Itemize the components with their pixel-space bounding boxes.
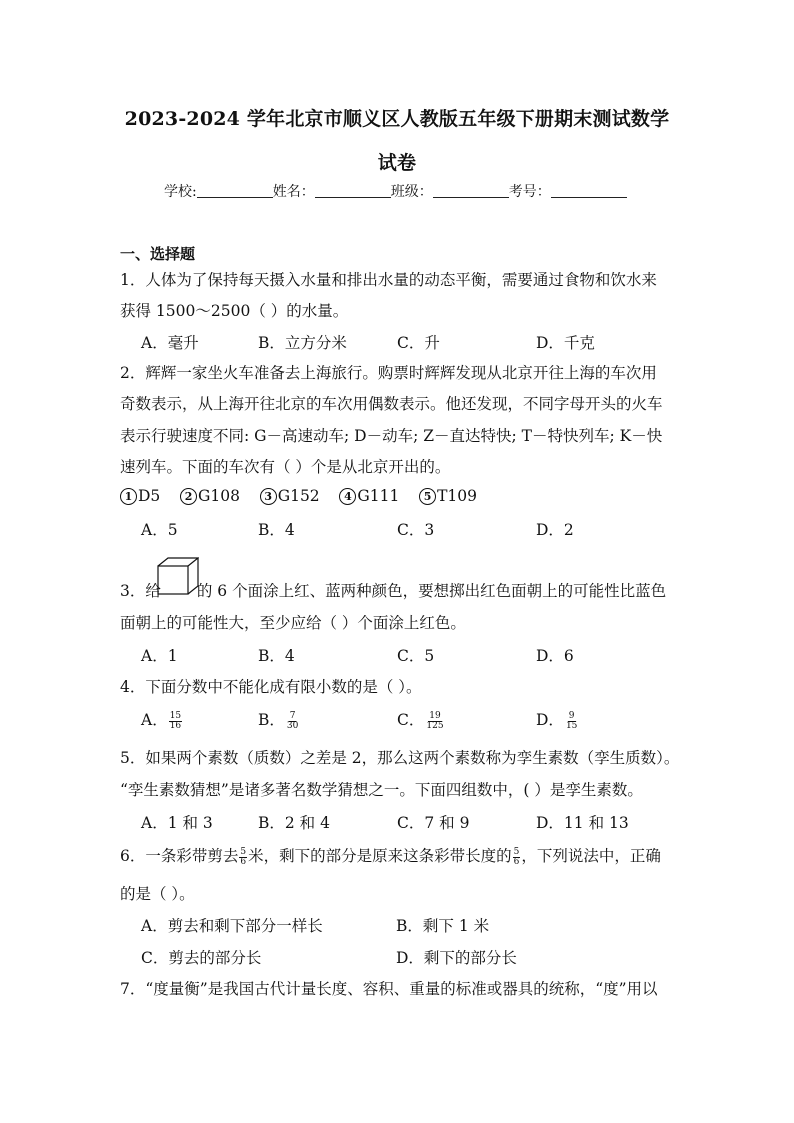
- q4-option-d[interactable]: D． $\frac{9}{15}$: [536, 710, 578, 731]
- q2-option-d[interactable]: D．2: [536, 521, 574, 539]
- q3-line2: 面朝上的可能性大，至少应给（ ）个面涂上红色。: [120, 614, 466, 632]
- fraction: $\frac{19}{125}$: [426, 710, 444, 731]
- q5-option-a[interactable]: A．1 和 3: [141, 814, 213, 832]
- q6-line2: 的是（ ）。: [120, 885, 195, 903]
- class-label: 班级：: [390, 184, 433, 200]
- q3-line1: 3．给 的 6 个面涂上红、蓝两种颜色，要想掷出红色面朝上的可能性比蓝色: [120, 582, 667, 600]
- q2-option-c[interactable]: C．3: [397, 521, 435, 539]
- q6-option-d[interactable]: D．剩下的部分长: [396, 949, 517, 967]
- fraction: $\frac{5}{6}$: [240, 846, 247, 867]
- q4-option-b[interactable]: B． $\frac{7}{30}$: [258, 710, 299, 731]
- train-item: 1 D5: [120, 487, 160, 505]
- fraction: $\frac{15}{16}$: [169, 710, 182, 731]
- q5-line2: “孪生素数猜想”是诸多著名数学猜想之一。下面四组数中，( ）是孪生素数。: [120, 781, 643, 799]
- q1-option-a[interactable]: A．毫升: [141, 334, 199, 352]
- q1-line2: 获得 1500～2500（ ）的水量。: [120, 302, 349, 320]
- q3-option-c[interactable]: C．5: [397, 647, 435, 665]
- fraction: $\frac{5}{6}$: [513, 846, 520, 867]
- q2-train-list: [120, 487, 477, 505]
- train-item: 4 G111: [339, 487, 399, 505]
- name-label: 姓名：: [272, 184, 315, 200]
- q1-option-b[interactable]: B．立方分米: [258, 334, 347, 352]
- q1-option-c[interactable]: C．升: [397, 334, 440, 352]
- fraction: $\frac{7}{30}$: [286, 710, 299, 731]
- fraction: $\frac{9}{15}$: [565, 710, 578, 731]
- q2-line3: 表示行驶速度不同: G－高速动车; D－动车; Z－直达特快; T－特快列车; K－快: [120, 427, 663, 445]
- q4-line1: 4．下面分数中不能化成有限小数的是（ ）。: [120, 678, 422, 696]
- train-item: 2 G108: [180, 487, 240, 505]
- school-blank[interactable]: [197, 183, 273, 198]
- q6-line1: 6．一条彩带剪去 $\frac{5}{6}$ 米，剩下的部分是原来这条彩带长度的 $\frac{5}{6}$ ，下列说法中，正确: [120, 846, 661, 867]
- q1-option-d[interactable]: D．千克: [536, 334, 595, 352]
- number-blank[interactable]: [551, 183, 627, 198]
- q6-option-a[interactable]: A．剪去和剩下部分一样长: [141, 917, 323, 935]
- q2-line4: 速列车。下面的车次有（ ）个是从北京开出的。: [120, 458, 451, 476]
- q2-option-b[interactable]: B．4: [258, 521, 295, 539]
- q3-option-d[interactable]: D．6: [536, 647, 574, 665]
- number-label: 考号：: [508, 184, 551, 200]
- q5-line1: 5．如果两个素数（质数）之差是 2，那么这两个素数称为孪生素数（孪生质数）。: [120, 749, 680, 767]
- q4-option-a[interactable]: A． $\frac{15}{16}$: [141, 710, 182, 731]
- q5-option-c[interactable]: C．7 和 9: [397, 814, 470, 832]
- q3-option-b[interactable]: B．4: [258, 647, 295, 665]
- q7-line1: 7．“度量衡”是我国古代计量长度、容积、重量的标准或器具的统称，“度”用以: [120, 980, 658, 998]
- class-blank[interactable]: [433, 183, 509, 198]
- train-item: 5 T109: [419, 487, 477, 505]
- q5-option-d[interactable]: D．11 和 13: [536, 814, 629, 832]
- name-blank[interactable]: [315, 183, 391, 198]
- q2-line2: 奇数表示，从上海开往北京的车次用偶数表示。他还发现，不同字母开头的火车: [120, 395, 663, 413]
- exam-title-line2: 试卷: [377, 152, 417, 174]
- q1-line1: 1．人体为了保持每天摄入水量和排出水量的动态平衡，需要通过食物和饮水来: [120, 271, 657, 289]
- school-label: 学校:: [164, 184, 197, 200]
- train-item: 3 G152: [260, 487, 320, 505]
- q6-option-b[interactable]: B．剩下 1 米: [396, 917, 490, 935]
- section-title: 一、选择题: [120, 245, 196, 263]
- q4-option-c[interactable]: C． $\frac{19}{125}$: [397, 710, 444, 731]
- exam-title-line1: 2023-2024 学年北京市顺义区人教版五年级下册期末测试数学: [124, 108, 670, 130]
- q2-line1: 2．辉辉一家坐火车准备去上海旅行。购票时辉辉发现从北京开往上海的车次用: [120, 364, 657, 382]
- q5-option-b[interactable]: B．2 和 4: [258, 814, 330, 832]
- q2-option-a[interactable]: A．5: [141, 521, 178, 539]
- student-info-row: [164, 181, 627, 201]
- q6-option-c[interactable]: C．剪去的部分长: [141, 949, 262, 967]
- q3-option-a[interactable]: A．1: [141, 647, 178, 665]
